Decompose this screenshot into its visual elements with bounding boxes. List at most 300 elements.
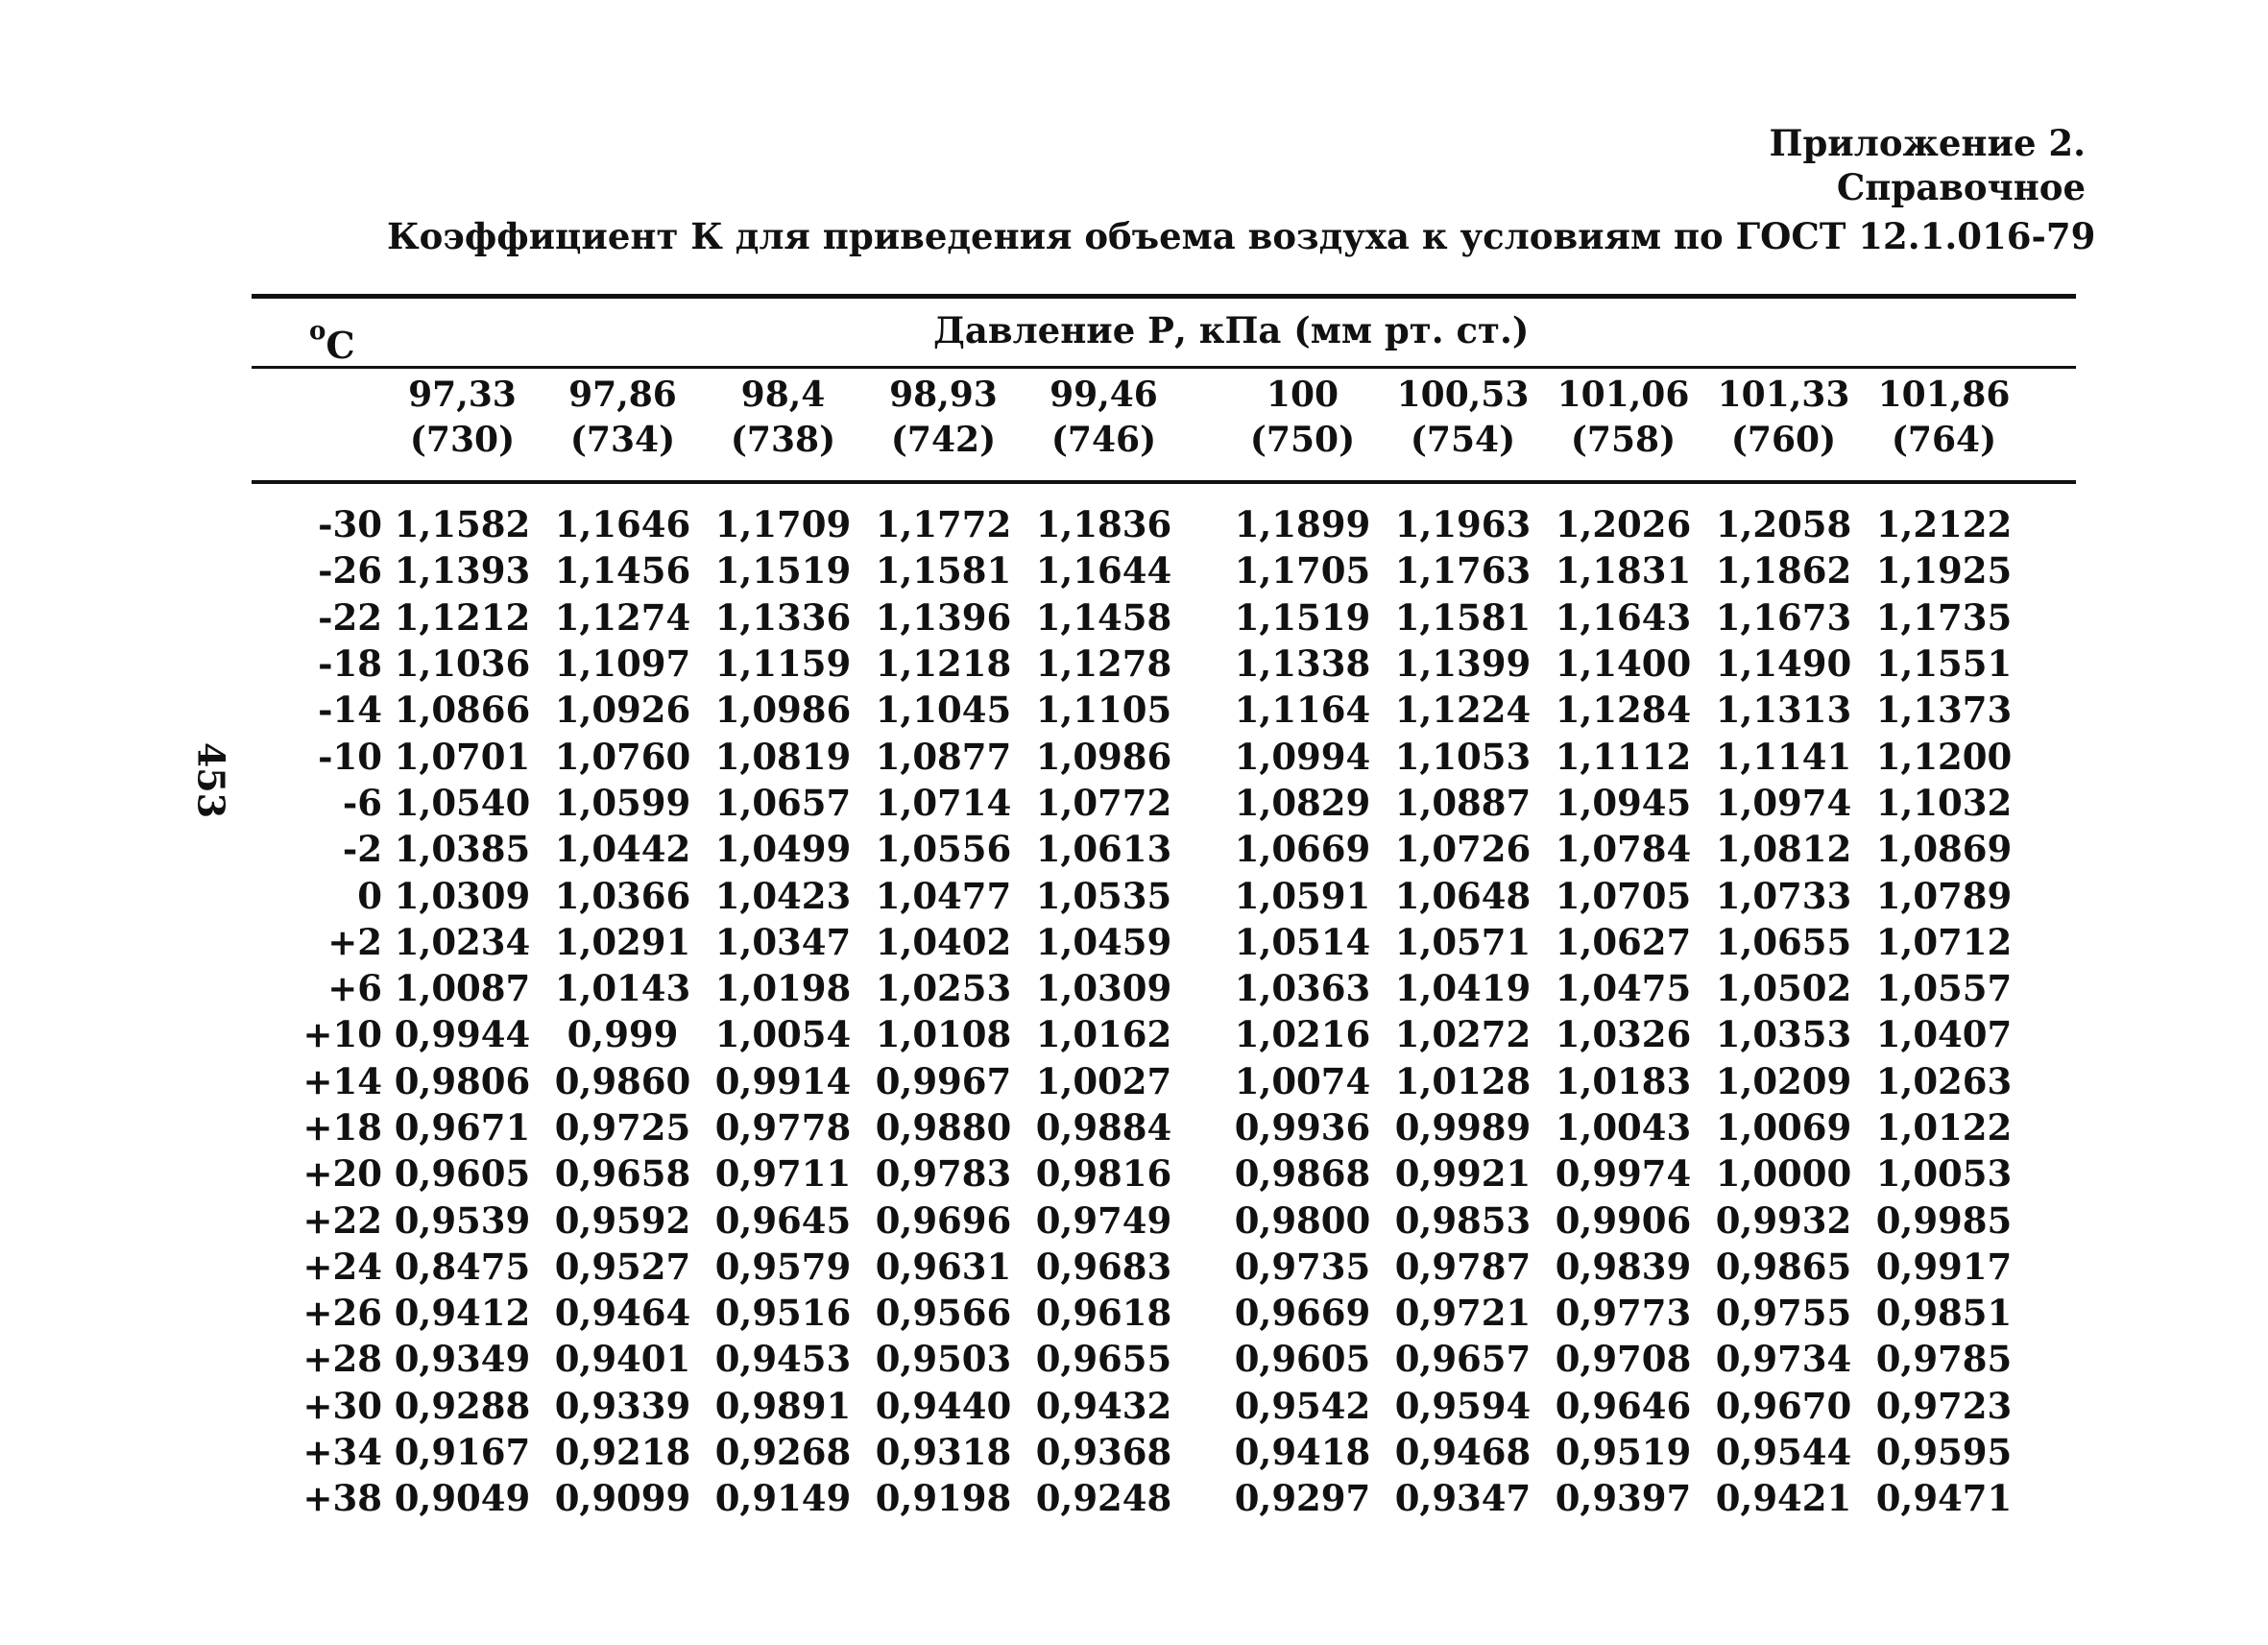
coefficient-cell: 1,0087 — [394, 967, 531, 1010]
coefficient-cell: 0,9735 — [1234, 1245, 1371, 1288]
coefficient-cell: 0,9595 — [1875, 1431, 2013, 1474]
coefficient-cell: 1,1643 — [1555, 595, 1692, 639]
coefficient-cell: 0,9914 — [714, 1059, 852, 1102]
pressure-column-header — [396, 373, 530, 463]
coefficient-cell: 1,0712 — [1875, 920, 2013, 963]
table-body-rule — [252, 480, 2076, 484]
pressure-mmhg: (730) — [409, 420, 516, 460]
column-gap — [1184, 1244, 1222, 1290]
coefficient-cell: 1,1212 — [394, 595, 531, 639]
temperature-cell: +22 — [302, 1198, 382, 1242]
coefficient-cell: 1,0669 — [1234, 828, 1371, 871]
coefficient-cell: 0,9347 — [1394, 1477, 1532, 1520]
coefficient-cell: 0,8475 — [394, 1245, 531, 1288]
coefficient-cell: 1,0027 — [1035, 1059, 1172, 1102]
coefficient-cell: 0,9539 — [394, 1198, 531, 1242]
coefficient-cell: 1,1278 — [1035, 642, 1172, 686]
coefficient-cell: 1,0122 — [1875, 1106, 2013, 1149]
coefficient-cell: 1,0648 — [1394, 874, 1532, 917]
coefficient-cell: 1,1396 — [875, 595, 1012, 639]
column-gap — [1184, 1104, 1222, 1150]
coefficient-cell: 0,9412 — [394, 1292, 531, 1335]
coefficient-cell: 1,2058 — [1715, 503, 1852, 546]
coefficient-cell: 1,0402 — [875, 920, 1012, 963]
coefficient-cell: 1,0326 — [1555, 1013, 1692, 1056]
coefficient-cell: 1,1159 — [714, 642, 852, 686]
coefficient-cell: 0,9519 — [1555, 1431, 1692, 1474]
column-gap — [1184, 1383, 1222, 1429]
column-gap — [1184, 1290, 1222, 1336]
coefficient-cell: 0,9503 — [875, 1338, 1012, 1381]
coefficient-cell: 0,9318 — [875, 1431, 1012, 1474]
pressure-column-header — [716, 373, 851, 463]
coefficient-cell: 1,0994 — [1234, 735, 1371, 778]
pressure-column-header — [877, 373, 1011, 463]
pressure-kpa: 101,06 — [1556, 375, 1690, 415]
coefficient-cell: 1,1399 — [1394, 642, 1532, 686]
temperature-cell: 0 — [357, 874, 382, 917]
pressure-mmhg: (738) — [730, 420, 836, 460]
coefficient-cell: 0,9778 — [714, 1106, 852, 1149]
coefficient-cell: 0,9464 — [554, 1292, 691, 1335]
coefficient-cell: 1,0054 — [714, 1013, 852, 1056]
coefficient-cell: 1,0477 — [875, 874, 1012, 917]
pressure-kpa: 99,46 — [1050, 375, 1158, 415]
coefficient-cell: 1,0385 — [394, 828, 531, 871]
column-gap — [1184, 872, 1222, 918]
coefficient-cell: 1,0363 — [1234, 967, 1371, 1010]
pressure-kpa: 100,53 — [1396, 375, 1530, 415]
coefficient-cell: 0,9605 — [1234, 1338, 1371, 1381]
column-gap — [1184, 780, 1222, 826]
coefficient-cell: 0,9989 — [1394, 1106, 1532, 1149]
pressure-mmhg: (764) — [1891, 420, 1997, 460]
table-row — [252, 1197, 2024, 1243]
coefficient-cell: 0,9711 — [714, 1152, 852, 1196]
coefficient-cell: 0,9432 — [1035, 1384, 1172, 1427]
pressure-mmhg: (734) — [569, 420, 676, 460]
coefficient-cell: 1,0053 — [1875, 1152, 2013, 1196]
coefficient-cell: 0,9658 — [554, 1152, 691, 1196]
coefficient-cell: 0,9218 — [554, 1431, 691, 1474]
coefficient-cell: 1,0726 — [1394, 828, 1532, 871]
coefficient-cell: 0,9936 — [1234, 1106, 1371, 1149]
coefficient-cell: 0,9440 — [875, 1384, 1012, 1427]
coefficient-cell: 0,9657 — [1394, 1338, 1532, 1381]
table-row — [252, 1383, 2024, 1429]
coefficient-cell: 1,1053 — [1394, 735, 1532, 778]
coefficient-cell: 1,0986 — [714, 689, 852, 732]
temperature-cell: -22 — [318, 595, 382, 639]
coefficient-cell: 0,9167 — [394, 1431, 531, 1474]
pressure-header: Давление Р, кПа (мм рт. ст.) — [933, 309, 1530, 351]
coefficient-cell: 0,9839 — [1555, 1245, 1692, 1288]
coefficient-cell: 0,9618 — [1035, 1292, 1172, 1335]
pressure-column-header — [1717, 373, 1851, 463]
coefficient-cell: 1,1373 — [1875, 689, 2013, 732]
coefficient-cell: 0,9594 — [1394, 1384, 1532, 1427]
coefficient-cell: 1,1709 — [714, 503, 852, 546]
coefficient-cell: 1,1899 — [1234, 503, 1371, 546]
column-gap — [1184, 1336, 1222, 1382]
table-row — [252, 687, 2024, 733]
coefficient-cell: 1,0419 — [1394, 967, 1532, 1010]
coefficient-cell: 0,9418 — [1234, 1431, 1371, 1474]
pressure-column-header — [1037, 373, 1171, 463]
coefficient-cell: 1,0198 — [714, 967, 852, 1010]
coefficient-cell: 1,1581 — [875, 549, 1012, 593]
coefficient-cell: 0,9884 — [1035, 1106, 1172, 1149]
coefficient-cell: 1,0043 — [1555, 1106, 1692, 1149]
coefficient-cell: 1,2026 — [1555, 503, 1692, 546]
table-row — [252, 641, 2024, 687]
appendix-label — [1770, 121, 2087, 209]
coefficient-cell: 0,9527 — [554, 1245, 691, 1288]
table-row — [252, 965, 2024, 1011]
coefficient-cell: 1,2122 — [1875, 503, 2013, 546]
coefficient-cell: 1,1112 — [1555, 735, 1692, 778]
coefficient-cell: 1,0407 — [1875, 1013, 2013, 1056]
coefficient-cell: 1,0772 — [1035, 781, 1172, 824]
coefficient-cell: 0,9671 — [394, 1106, 531, 1149]
coefficient-cell: 1,0760 — [554, 735, 691, 778]
coefficient-cell: 0,9631 — [875, 1245, 1012, 1288]
temperature-cell: +20 — [302, 1152, 382, 1196]
coefficient-cell: 1,0819 — [714, 735, 852, 778]
pressure-column-header — [1236, 373, 1370, 463]
coefficient-cell: 1,1164 — [1234, 689, 1371, 732]
pressure-mmhg: (760) — [1730, 420, 1837, 460]
coefficient-cell: 0,9773 — [1555, 1292, 1692, 1335]
coefficient-cell: 1,1925 — [1875, 549, 2013, 593]
table-row — [252, 1150, 2024, 1197]
table-row — [252, 501, 2024, 547]
coefficient-cell: 1,1582 — [394, 503, 531, 546]
table-row — [252, 1429, 2024, 1475]
coefficient-cell: 0,9401 — [554, 1338, 691, 1381]
coefficient-cell: 1,1763 — [1394, 549, 1532, 593]
coefficient-cell: 1,0347 — [714, 920, 852, 963]
coefficient-cell: 0,9785 — [1875, 1338, 2013, 1381]
coefficient-cell: 1,0143 — [554, 967, 691, 1010]
column-gap — [1184, 641, 1222, 687]
coefficient-cell: 0,9453 — [714, 1338, 852, 1381]
coefficient-cell: 1,1862 — [1715, 549, 1852, 593]
coefficient-cell: 0,9696 — [875, 1198, 1012, 1242]
pressure-mmhg: (746) — [1050, 420, 1157, 460]
coefficient-cell: 1,0353 — [1715, 1013, 1852, 1056]
table-row — [252, 1104, 2024, 1150]
coefficient-cell: 1,1644 — [1035, 549, 1172, 593]
column-gap — [1184, 1011, 1222, 1057]
coefficient-cell: 1,0423 — [714, 874, 852, 917]
coefficient-cell: 0,9368 — [1035, 1431, 1172, 1474]
coefficient-cell: 1,1581 — [1394, 595, 1532, 639]
coefficient-cell: 1,0986 — [1035, 735, 1172, 778]
coefficient-cell: 0,9669 — [1234, 1292, 1371, 1335]
temperature-cell: +38 — [302, 1477, 382, 1520]
table-row — [252, 1244, 2024, 1290]
coefficient-cell: 0,9516 — [714, 1292, 852, 1335]
coefficient-cell: 1,1400 — [1555, 642, 1692, 686]
pressure-kpa: 100 — [1266, 375, 1339, 415]
column-gap — [1184, 1058, 1222, 1104]
coefficient-cell: 1,0183 — [1555, 1059, 1692, 1102]
coefficient-cell: 0,9921 — [1394, 1152, 1532, 1196]
table-row — [252, 1475, 2024, 1521]
coefficient-cell: 1,1456 — [554, 549, 691, 593]
temperature-cell: -14 — [318, 689, 382, 732]
coefficient-cell: 0,9974 — [1555, 1152, 1692, 1196]
pressure-kpa: 97,86 — [568, 375, 677, 415]
coefficient-cell: 0,9891 — [714, 1384, 852, 1427]
coefficient-cell: 1,0502 — [1715, 967, 1852, 1010]
coefficient-cell: 0,9721 — [1394, 1292, 1532, 1335]
temperature-cell: -18 — [318, 642, 382, 686]
temperature-cell: +24 — [302, 1245, 382, 1288]
coefficient-cell: 1,1224 — [1394, 689, 1532, 732]
pressure-column-header — [556, 373, 690, 463]
table-row — [252, 733, 2024, 779]
coefficient-cell: 1,0442 — [554, 828, 691, 871]
coefficient-cell: 1,0128 — [1394, 1059, 1532, 1102]
table-row — [252, 594, 2024, 641]
temperature-cell: +34 — [302, 1431, 382, 1474]
pressure-kpa: 98,4 — [740, 375, 826, 415]
table-row — [252, 1336, 2024, 1382]
coefficient-cell: 0,9198 — [875, 1477, 1012, 1520]
coefficient-cell: 0,9967 — [875, 1059, 1012, 1102]
coefficient-cell: 1,1490 — [1715, 642, 1852, 686]
coefficient-cell: 0,9683 — [1035, 1245, 1172, 1288]
coefficient-cell: 0,9471 — [1875, 1477, 2013, 1520]
coefficient-cell: 1,0705 — [1555, 874, 1692, 917]
column-gap — [1184, 733, 1222, 779]
coefficient-cell: 0,9566 — [875, 1292, 1012, 1335]
coefficient-cell: 0,9579 — [714, 1245, 852, 1288]
table-top-rule — [252, 294, 2076, 299]
coefficient-cell: 1,0514 — [1234, 920, 1371, 963]
coefficient-cell: 1,1772 — [875, 503, 1012, 546]
coefficient-cell: 1,1735 — [1875, 595, 2013, 639]
column-gap — [1184, 965, 1222, 1011]
coefficient-cell: 1,0613 — [1035, 828, 1172, 871]
coefficient-cell: 1,0866 — [394, 689, 531, 732]
coefficient-cell: 1,0069 — [1715, 1106, 1852, 1149]
coefficient-cell: 1,0571 — [1394, 920, 1532, 963]
coefficient-cell: 0,9708 — [1555, 1338, 1692, 1381]
coefficient-cell: 1,0591 — [1234, 874, 1371, 917]
coefficient-cell: 0,9544 — [1715, 1431, 1852, 1474]
coefficient-cell: 1,0272 — [1394, 1013, 1532, 1056]
coefficient-cell: 1,1551 — [1875, 642, 2013, 686]
coefficient-cell: 0,9853 — [1394, 1198, 1532, 1242]
coefficient-cell: 1,0216 — [1234, 1013, 1371, 1056]
coefficient-cell: 0,9646 — [1555, 1384, 1692, 1427]
coefficient-cell: 0,9605 — [394, 1152, 531, 1196]
column-gap — [1184, 1197, 1222, 1243]
pressure-mmhg: (742) — [890, 420, 997, 460]
coefficient-cell: 0,9149 — [714, 1477, 852, 1520]
coefficient-cell: 0,9783 — [875, 1152, 1012, 1196]
appendix-number: Приложение 2. — [1769, 122, 2086, 164]
coefficient-cell: 0,9860 — [554, 1059, 691, 1102]
coefficient-cell: 0,9468 — [1394, 1431, 1532, 1474]
pressure-kpa: 101,86 — [1877, 375, 2011, 415]
coefficient-cell: 0,9542 — [1234, 1384, 1371, 1427]
coefficient-cell: 1,0000 — [1715, 1152, 1852, 1196]
temperature-cell: -30 — [318, 503, 382, 546]
column-gap — [1184, 501, 1222, 547]
coefficient-cell: 1,1963 — [1394, 503, 1532, 546]
table-row — [252, 826, 2024, 872]
table-row — [252, 780, 2024, 826]
coefficient-cell: 1,1097 — [554, 642, 691, 686]
coefficient-cell: 1,0812 — [1715, 828, 1852, 871]
coefficient-cell: 0,9349 — [394, 1338, 531, 1381]
coefficient-cell: 1,0869 — [1875, 828, 2013, 871]
table-row — [252, 919, 2024, 965]
coefficient-cell: 1,0655 — [1715, 920, 1852, 963]
coefficient-cell: 0,9725 — [554, 1106, 691, 1149]
temperature-unit-header — [309, 317, 355, 367]
coefficient-cell: 0,9755 — [1715, 1292, 1852, 1335]
pressure-column-header — [1396, 373, 1531, 463]
coefficient-cell: 0,999 — [567, 1013, 679, 1056]
coefficient-cell: 1,0599 — [554, 781, 691, 824]
pressure-kpa: 101,33 — [1717, 375, 1850, 415]
column-gap — [1184, 594, 1222, 641]
coefficient-cell: 0,9645 — [714, 1198, 852, 1242]
temperature-cell: +14 — [302, 1059, 382, 1102]
coefficient-cell: 1,1458 — [1035, 595, 1172, 639]
coefficient-cell: 1,0945 — [1555, 781, 1692, 824]
temperature-cell: -2 — [342, 828, 382, 871]
coefficient-cell: 1,0366 — [554, 874, 691, 917]
coefficient-cell: 1,0475 — [1555, 967, 1692, 1010]
celsius-letter: С — [326, 324, 355, 367]
coefficient-cell: 1,0733 — [1715, 874, 1852, 917]
coefficient-cell: 1,1105 — [1035, 689, 1172, 732]
column-gap — [1184, 919, 1222, 965]
coefficient-cell: 0,9787 — [1394, 1245, 1532, 1288]
coefficient-cell: 0,9917 — [1875, 1245, 2013, 1288]
column-gap — [1184, 547, 1222, 593]
pressure-kpa: 98,93 — [889, 375, 998, 415]
appendix-type: Справочное — [1836, 166, 2086, 208]
coefficient-cell: 1,0234 — [394, 920, 531, 963]
column-gap — [1184, 1475, 1222, 1521]
temperature-cell: +6 — [327, 967, 382, 1010]
coefficient-cell: 0,9944 — [394, 1013, 531, 1056]
coefficient-cell: 0,9865 — [1715, 1245, 1852, 1288]
coefficient-cell: 1,1519 — [1234, 595, 1371, 639]
coefficient-cell: 1,0253 — [875, 967, 1012, 1010]
coefficient-cell: 1,1313 — [1715, 689, 1852, 732]
coefficient-cell: 1,0309 — [394, 874, 531, 917]
coefficient-cell: 0,9749 — [1035, 1198, 1172, 1242]
temperature-cell: +10 — [302, 1013, 382, 1056]
coefficient-cell: 1,1338 — [1234, 642, 1371, 686]
coefficient-cell: 0,9800 — [1234, 1198, 1371, 1242]
coefficient-cell: 1,1673 — [1715, 595, 1852, 639]
coefficient-cell: 1,0974 — [1715, 781, 1852, 824]
coefficient-cell: 1,0877 — [875, 735, 1012, 778]
page-title: Коэффициент К для приведения объема воздуха к условиям по ГОСТ 12.1.016-79 — [387, 215, 2096, 257]
temperature-cell: +28 — [302, 1338, 382, 1381]
coefficient-cell: 0,9906 — [1555, 1198, 1692, 1242]
degree-sign: о — [309, 317, 326, 346]
column-gap — [1184, 1429, 1222, 1475]
coefficient-cell: 1,0499 — [714, 828, 852, 871]
coefficient-cell: 1,0887 — [1394, 781, 1532, 824]
pressure-column-header — [1877, 373, 2012, 463]
coefficient-cell: 0,9099 — [554, 1477, 691, 1520]
coefficient-cell: 0,9868 — [1234, 1152, 1371, 1196]
coefficient-cell: 0,9985 — [1875, 1198, 2013, 1242]
coefficient-cell: 1,0714 — [875, 781, 1012, 824]
coefficient-cell: 1,0291 — [554, 920, 691, 963]
pressure-mmhg: (754) — [1410, 420, 1516, 460]
coefficient-cell: 1,0263 — [1875, 1059, 2013, 1102]
coefficient-cell: 0,9655 — [1035, 1338, 1172, 1381]
page-number: 453 — [189, 741, 233, 819]
column-gap — [1184, 826, 1222, 872]
column-gap — [1184, 687, 1222, 733]
coefficient-cell: 0,9339 — [554, 1384, 691, 1427]
coefficient-cell: 1,0557 — [1875, 967, 2013, 1010]
temperature-cell: -26 — [318, 549, 382, 593]
coefficient-cell: 1,0789 — [1875, 874, 2013, 917]
pressure-kpa: 97,33 — [408, 375, 517, 415]
coefficient-cell: 0,9288 — [394, 1384, 531, 1427]
coefficient-cell: 1,0309 — [1035, 967, 1172, 1010]
coefficient-cell: 0,9248 — [1035, 1477, 1172, 1520]
coefficient-cell: 1,1218 — [875, 642, 1012, 686]
temperature-cell: -10 — [318, 735, 382, 778]
pressure-mmhg: (758) — [1570, 420, 1677, 460]
coefficient-cell: 0,9421 — [1715, 1477, 1852, 1520]
coefficient-cell: 1,0209 — [1715, 1059, 1852, 1102]
coefficient-cell: 1,1393 — [394, 549, 531, 593]
coefficient-cell: 0,9806 — [394, 1059, 531, 1102]
coefficient-table-body — [252, 501, 2024, 1522]
coefficient-cell: 1,1036 — [394, 642, 531, 686]
pressure-column-header — [1556, 373, 1691, 463]
coefficient-cell: 1,0657 — [714, 781, 852, 824]
coefficient-cell: 1,1831 — [1555, 549, 1692, 593]
coefficient-cell: 0,9670 — [1715, 1384, 1852, 1427]
coefficient-cell: 1,0701 — [394, 735, 531, 778]
coefficient-cell: 0,9592 — [554, 1198, 691, 1242]
pressure-mmhg: (750) — [1249, 420, 1356, 460]
coefficient-table — [252, 501, 2024, 1522]
coefficient-cell: 0,9816 — [1035, 1152, 1172, 1196]
temperature-cell: +18 — [302, 1106, 382, 1149]
column-gap — [1184, 1150, 1222, 1197]
coefficient-cell: 0,9734 — [1715, 1338, 1852, 1381]
coefficient-cell: 1,1032 — [1875, 781, 2013, 824]
coefficient-cell: 1,0784 — [1555, 828, 1692, 871]
coefficient-cell: 1,1705 — [1234, 549, 1371, 593]
coefficient-cell: 0,9268 — [714, 1431, 852, 1474]
coefficient-cell: 1,1836 — [1035, 503, 1172, 546]
coefficient-cell: 1,0627 — [1555, 920, 1692, 963]
coefficient-cell: 1,0459 — [1035, 920, 1172, 963]
table-row — [252, 1290, 2024, 1336]
coefficient-cell: 1,0108 — [875, 1013, 1012, 1056]
temperature-cell: -6 — [342, 781, 382, 824]
